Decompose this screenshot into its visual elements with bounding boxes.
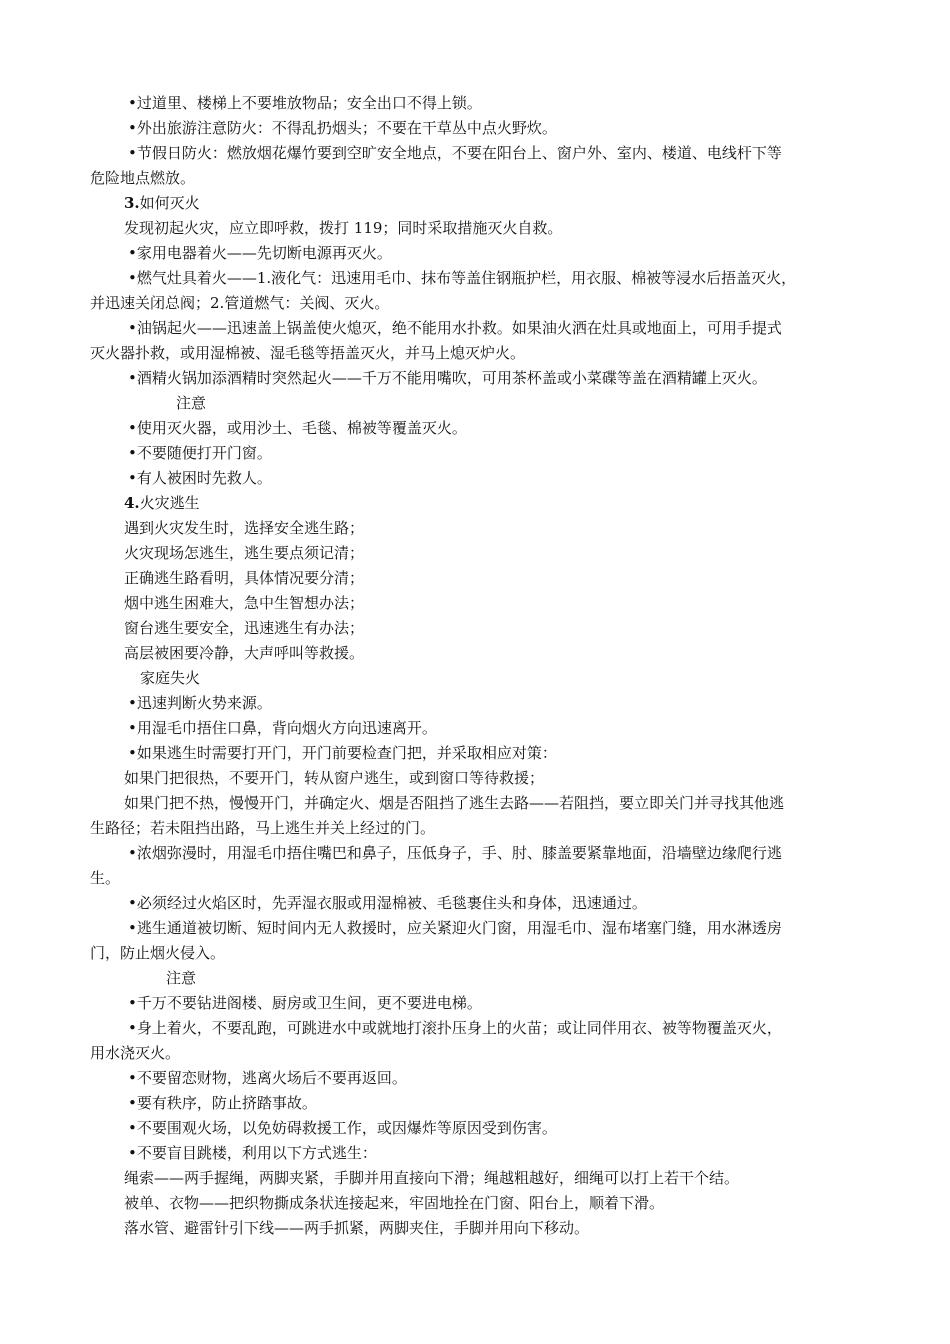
bullet-item: •有人被困时先救人。 <box>128 469 272 487</box>
bullet-item: •不要围观火场，以免妨碍救援工作，或因爆炸等原因受到伤害。 <box>128 1119 557 1137</box>
bullet-item: •油锅起火——迅速盖上锅盖使火熄灭，绝不能用水扑救。如果油火洒在灶具或地面上，可用手提式 <box>128 319 782 337</box>
bullet-item: •过道里、楼梯上不要堆放物品；安全出口不得上锁。 <box>128 94 482 112</box>
section-heading <box>124 493 200 513</box>
paragraph: 被单、衣物——把织物撕成条状连接起来，牢固地拴在门窗、阳台上，顺着下滑。 <box>124 1194 665 1212</box>
bullet-item: •外出旅游注意防火：不得乱扔烟头；不要在干草丛中点火野炊。 <box>128 119 557 137</box>
bullet-item: •燃气灶具着火——1.液化气：迅速用毛巾、抹布等盖住钢瓶护栏，用衣服、棉被等浸水后捂盖灭火， <box>128 269 797 287</box>
paragraph-continuation: 灭火器扑救，或用湿棉被、湿毛毯等捂盖灭火，并马上熄灭炉火。 <box>90 344 526 362</box>
bullet-item: •如果逃生时需要打开门，开门前要检查门把，并采取相应对策： <box>128 744 557 762</box>
section-number: 4. <box>124 494 140 512</box>
section-number: 3. <box>124 194 140 212</box>
paragraph-continuation: 用水浇灭火。 <box>90 1044 181 1062</box>
bullet-item: •酒精火锅加添酒精时突然起火——千万不能用嘴吹，可用茶杯盖或小菜碟等盖在酒精罐上灭火。 <box>128 369 767 387</box>
subsection-heading: 家庭失火 <box>140 669 201 687</box>
paragraph: 落水管、避雷针引下线——两手抓紧，两脚夹住，手脚并用向下移动。 <box>124 1219 590 1237</box>
verse-line: 窗台逃生要安全，迅速逃生有办法； <box>124 619 365 637</box>
note-heading: 注意 <box>176 394 207 412</box>
bullet-item: •不要随便打开门窗。 <box>128 444 272 462</box>
bullet-item: •家用电器着火——先切断电源再灭火。 <box>128 244 392 262</box>
section-heading <box>124 193 200 213</box>
bullet-item: •节假日防火：燃放烟花爆竹要到空旷安全地点，不要在阳台上、窗户外、室内、楼道、电线杆下等 <box>128 144 782 162</box>
paragraph: 绳索——两手握绳，两脚夹紧，手脚并用直接向下滑；绳越粗越好，细绳可以打上若干个结。 <box>124 1169 740 1187</box>
bullet-item: •身上着火，不要乱跑，可跳进水中或就地打滚扑压身上的火苗；或让同伴用衣、被等物覆盖灭火， <box>128 1019 782 1037</box>
bullet-item: •必须经过火焰区时，先弄湿衣服或用湿棉被、毛毯裹住头和身体，迅速通过。 <box>128 894 647 912</box>
paragraph: 发现初起火灾，应立即呼救，拨打 119；同时采取措施灭火自救。 <box>124 219 563 237</box>
bullet-item: •要有秩序，防止挤踏事故。 <box>128 1094 317 1112</box>
verse-line: 火灾现场怎逃生，逃生要点须记清； <box>124 544 365 562</box>
paragraph: 如果门把不热，慢慢开门，并确定火、烟是否阻挡了逃生去路——若阻挡，要立即关门并寻找其他逃 <box>124 794 785 812</box>
verse-line: 遇到火灾发生时，选择安全逃生路； <box>124 519 365 537</box>
bullet-item: •用湿毛巾捂住口鼻，背向烟火方向迅速离开。 <box>128 719 437 737</box>
verse-line: 烟中逃生困难大，急中生智想办法； <box>124 594 365 612</box>
bullet-item: •使用灭火器，或用沙土、毛毯、棉被等覆盖灭火。 <box>128 419 467 437</box>
bullet-item: •浓烟弥漫时，用湿毛巾捂住嘴巴和鼻子，压低身子，手、肘、膝盖要紧靠地面，沿墙壁边缘爬行逃 <box>128 844 782 862</box>
note-heading: 注意 <box>166 969 197 987</box>
section-title: 火灾逃生 <box>139 494 200 512</box>
bullet-item: •迅速判断火势来源。 <box>128 694 272 712</box>
bullet-item: •逃生通道被切断、短时间内无人救援时，应关紧迎火门窗，用湿毛巾、湿布堵塞门缝，用水淋透房 <box>128 919 782 937</box>
bullet-item: •千万不要钻进阁楼、厨房或卫生间，更不要进电梯。 <box>128 994 482 1012</box>
paragraph-continuation: 危险地点燃放。 <box>90 169 196 187</box>
paragraph-continuation: 生路径；若未阻挡出路，马上逃生并关上经过的门。 <box>90 819 436 837</box>
bullet-item: •不要盲目跳楼，利用以下方式逃生： <box>128 1144 377 1162</box>
paragraph: 如果门把很热，不要开门，转从窗户逃生，或到窗口等待救援； <box>124 769 545 787</box>
paragraph-continuation: 并迅速关闭总阀；2.管道燃气：关阀、灭火。 <box>90 294 390 312</box>
bullet-item: •不要留恋财物，逃离火场后不要再返回。 <box>128 1069 407 1087</box>
paragraph-continuation: 生。 <box>90 869 121 887</box>
verse-line: 正确逃生路看明，具体情况要分清； <box>124 569 365 587</box>
paragraph-continuation: 门，防止烟火侵入。 <box>90 944 226 962</box>
verse-line: 高层被困要冷静，大声呼叫等救援。 <box>124 644 365 662</box>
section-title: 如何灭火 <box>139 194 200 212</box>
